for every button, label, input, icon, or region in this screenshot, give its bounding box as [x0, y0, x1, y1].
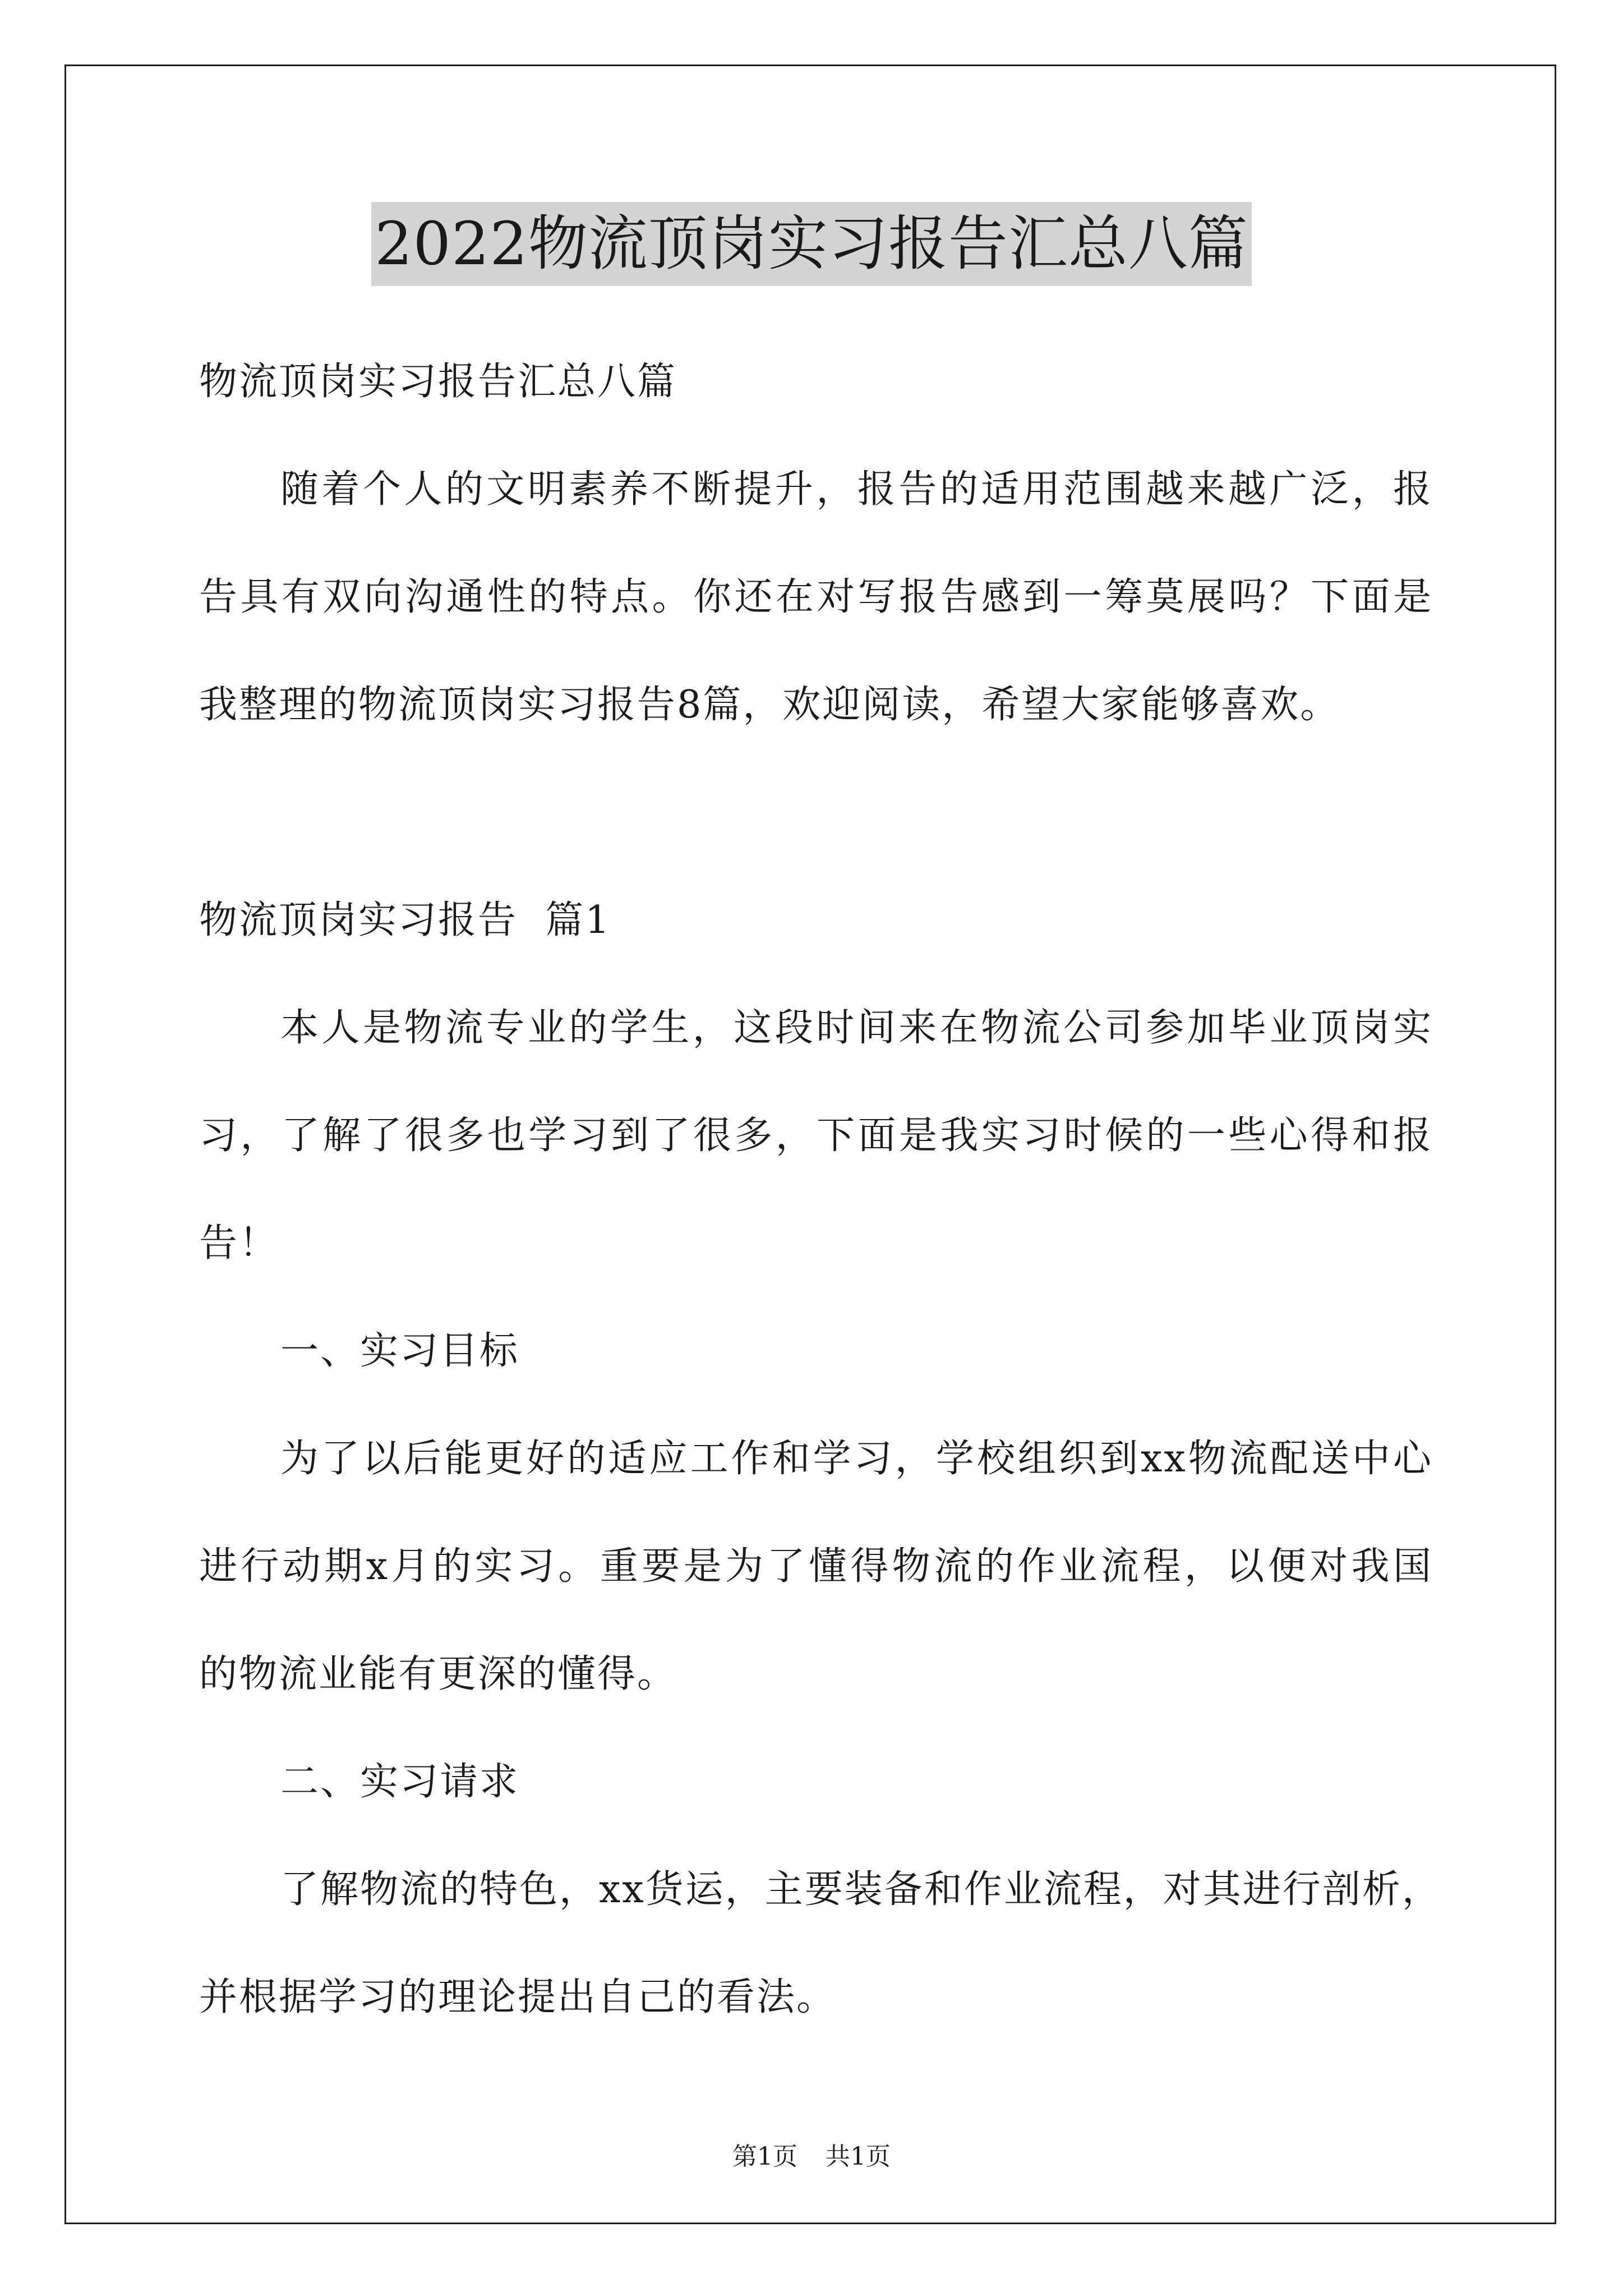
- document-body: [199, 328, 1442, 2051]
- section-line: 本人是物流专业的学生，这段时间来在物流公司参加毕业顶岗实: [280, 1006, 1433, 1050]
- section-line: 告！: [199, 1221, 279, 1266]
- intro-line: 告具有双向沟通性的特点。你还在对写报告感到一筹莫展吗？下面是: [199, 575, 1433, 619]
- page-footer: [0, 2140, 1623, 2174]
- intro-line: 我整理的物流顶岗实习报告8篇，欢迎阅读，希望大家能够喜欢。: [199, 683, 1340, 727]
- goal-line: 的物流业能有更深的懂得。: [199, 1652, 677, 1696]
- request-line: 并根据学习的理论提出自己的看法。: [199, 1975, 837, 2019]
- page-number-total: 共1页: [826, 2142, 891, 2171]
- goal-line: 进行动期x月的实习。重要是为了懂得物流的作业流程，以便对我国: [199, 1544, 1433, 1589]
- section-line: 习，了解了很多也学习到了很多，下面是我实习时候的一些心得和报: [199, 1114, 1433, 1158]
- goal-line: 为了以后能更好的适应工作和学习，学校组织到xx物流配送中心: [280, 1437, 1433, 1481]
- heading-goal: 一、实习目标: [280, 1329, 520, 1373]
- page-number-current: 第1页: [732, 2142, 797, 2171]
- title-block: [0, 202, 1623, 286]
- document-subtitle: 物流顶岗实习报告汇总八篇: [199, 360, 677, 404]
- heading-request: 二、实习请求: [280, 1760, 520, 1804]
- intro-line: 随着个人的文明素养不断提升，报告的适用范围越来越广泛，报: [280, 467, 1433, 512]
- request-line: 了解物流的特色，xx货运，主要装备和作业流程，对其进行剖析，: [280, 1867, 1442, 1912]
- document-title: 2022物流顶岗实习报告汇总八篇: [371, 202, 1252, 286]
- section-heading: 物流顶岗实习报告 篇1: [199, 898, 611, 942]
- paragraph-gap: [199, 759, 1433, 867]
